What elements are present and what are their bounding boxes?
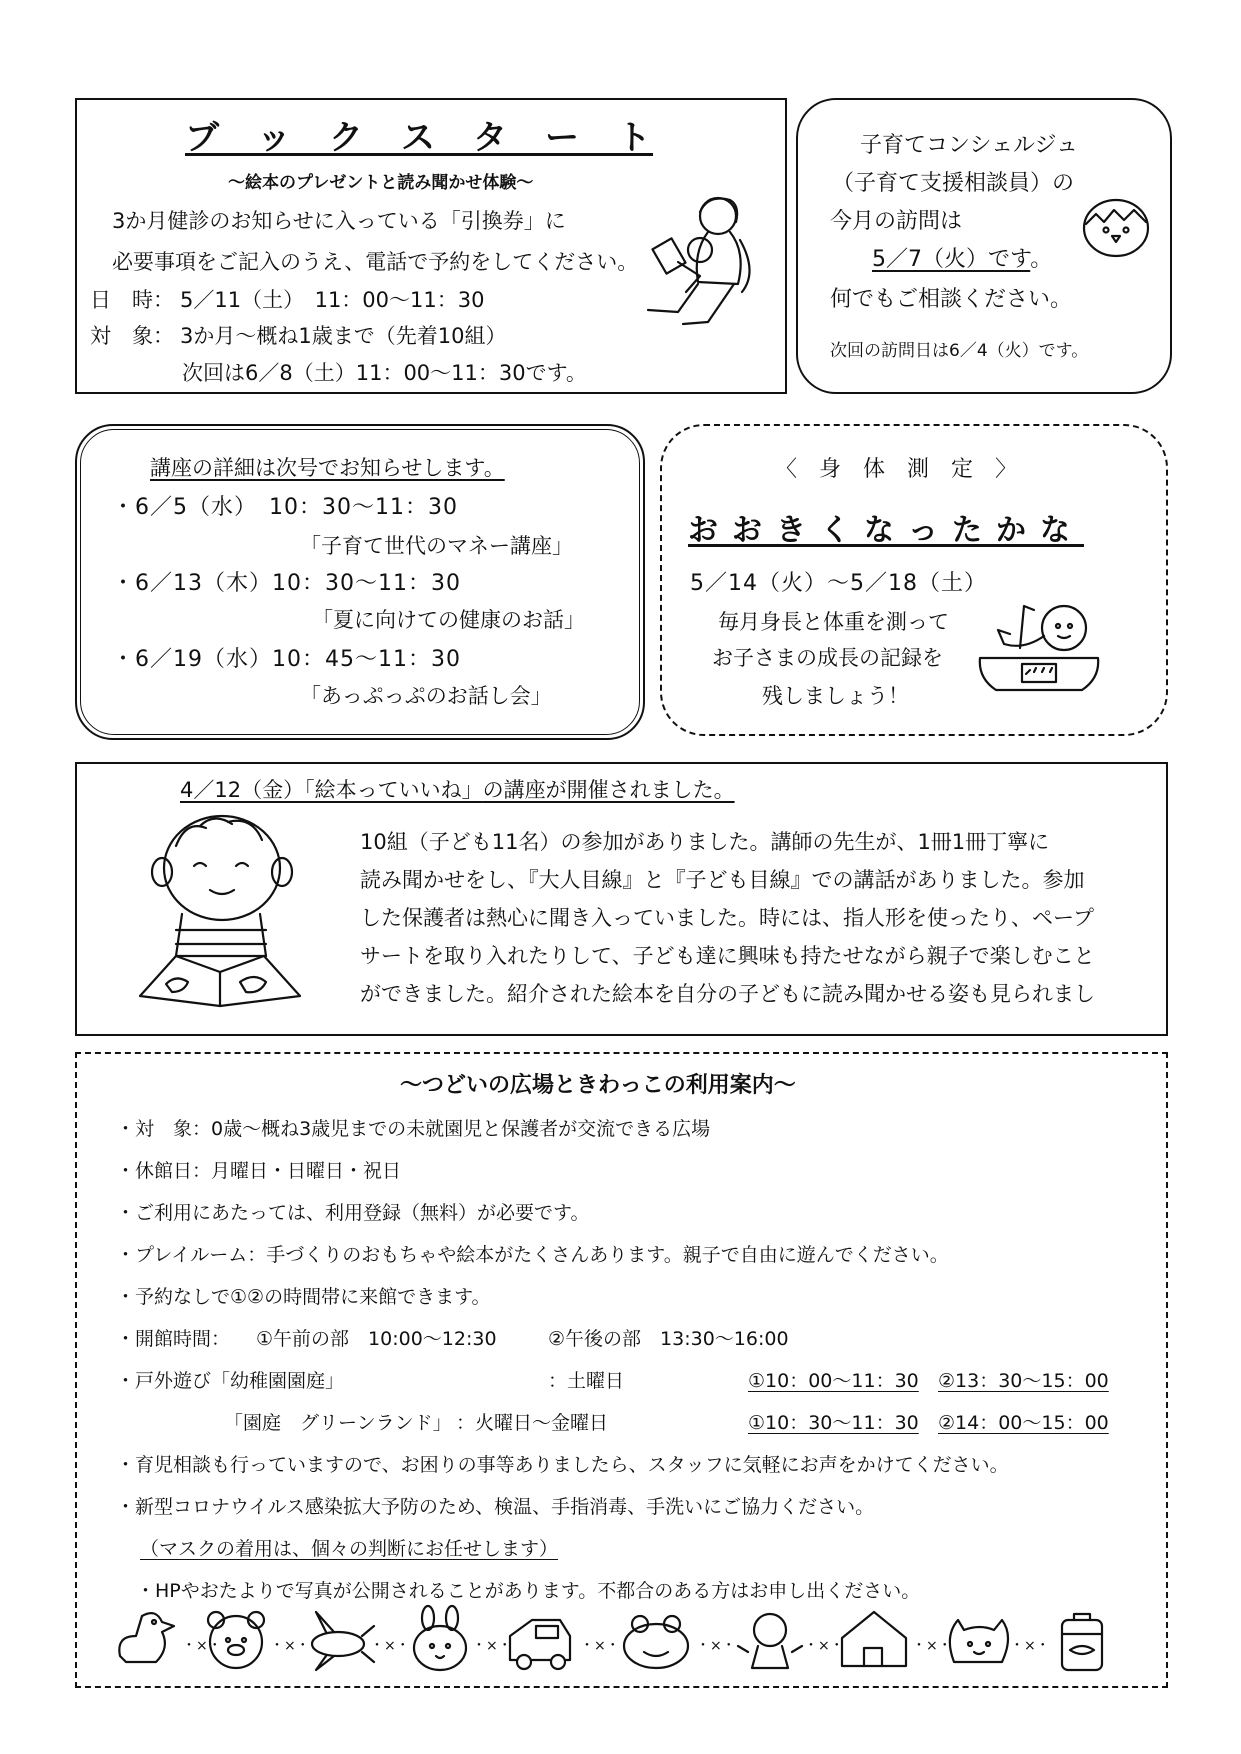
concierge-next: 次回の訪問日は6／4（火）です。 <box>830 341 1089 361</box>
concierge-date-suffix: 。 <box>1030 247 1053 272</box>
concierge-line5: 何でもご相談ください。 <box>830 287 1073 312</box>
duck-icon <box>119 1613 174 1662</box>
bookstart-line1: 3か月健診のお知らせに入っている「引換券」に <box>112 209 566 233</box>
measurement-title: 〈 身 体 測 定 〉 <box>775 457 1018 482</box>
concierge-date: 5／7（火）です <box>872 247 1031 272</box>
guide-registration: ・ご利用にあたっては、利用登録（無料）が必要です。 <box>116 1202 590 1224</box>
course-3-date: ・6／19（水）10：45～11：30 <box>112 647 461 672</box>
guide-outdoor1-day: ：土曜日 <box>548 1370 625 1392</box>
decorative-animal-border <box>112 1606 1132 1676</box>
report-title-post: の講座が開催されました。 <box>482 778 735 802</box>
guide-outdoor1-time1: ①10：00～11：30 <box>748 1370 919 1392</box>
baby-on-scale-illustration <box>974 600 1104 700</box>
measurement-headline: おおきくなったかな <box>688 513 1084 548</box>
guide-outdoor2-label: 「園庭 グリーンランド」 <box>224 1412 452 1434</box>
course-2-title: 「夏に向けての健康のお話」 <box>312 608 585 632</box>
report-line-1: 10組（子ども11名）の参加がありました。講師の先生が、1冊1冊丁寧に <box>360 830 1050 854</box>
report-line-4: サートを取り入れたりして、子ども達に興味も持たせながら親子で楽しむこと <box>360 944 1095 968</box>
guide-hours-label: ・開館時間： <box>116 1328 231 1350</box>
bookstart-date-label: 日 時： <box>90 288 174 312</box>
guide-outdoor2-time1: ①10：30～11：30 <box>748 1412 919 1434</box>
svg-text:・×・: ・×・ <box>580 1638 620 1654</box>
guide-playroom: ・プレイルーム：手づくりのおもちゃや絵本がたくさんあります。親子で自由に遊んでください。 <box>116 1244 949 1266</box>
measurement-line2: お子さまの成長の記録を <box>712 646 943 670</box>
bookstart-target-value: 3か月～概ね1歳まで（先着10組） <box>180 324 507 348</box>
svg-text:・×・: ・×・ <box>370 1638 410 1654</box>
guide-title: ～つどいの広場ときわっこの利用案内～ <box>400 1073 796 1098</box>
mother-reading-illustration <box>638 192 768 332</box>
svg-text:・×・: ・×・ <box>696 1638 736 1654</box>
svg-text:・×・: ・×・ <box>1010 1638 1050 1654</box>
course-3-title: 「あっぷっぷのお話し会」 <box>300 684 552 708</box>
chick-icon <box>1078 186 1154 262</box>
cat-icon <box>950 1620 1008 1662</box>
guide-outdoor2-day: ：火曜日～金曜日 <box>456 1412 609 1434</box>
child-icon <box>738 1614 802 1668</box>
concierge-line1: 子育てコンシェルジュ <box>860 133 1079 158</box>
guide-target: ・対 象：0歳～概ね3歳児までの未就園児と保護者が交流できる広場 <box>116 1118 711 1140</box>
bookstart-subtitle: ～絵本のプレゼントと読み聞かせ体験～ <box>228 173 534 193</box>
lunchbox-icon <box>1062 1614 1102 1670</box>
guide-outdoor1-time2: ②13：30～15：00 <box>938 1370 1109 1392</box>
guide-covid: ・新型コロナウイルス感染拡大予防のため、検温、手指消毒、手洗いにご協力ください。 <box>116 1496 875 1518</box>
concierge-line2: （子育て支援相談員）の <box>832 171 1075 196</box>
svg-text:・×・: ・×・ <box>270 1638 310 1654</box>
report-title <box>180 774 735 804</box>
guide-no-reservation: ・予約なしで①②の時間帯に来館できます。 <box>116 1286 491 1308</box>
guide-photo: ・HPやおたよりで写真が公開されることがあります。不都合のある方はお申し出ください。 <box>136 1580 921 1602</box>
bookstart-line2: 必要事項をご記入のうえ、電話で予約をしてください。 <box>112 250 639 274</box>
guide-outdoor1-label: ・戸外遊び「幼稚園園庭」 <box>116 1370 345 1392</box>
guide-consult: ・育児相談も行っていますので、お困りの事等ありましたら、スタッフに気軽にお声をかけてください。 <box>116 1454 1009 1476</box>
course-2-date: ・6／13（木）10：30～11：30 <box>112 571 461 596</box>
frog-icon <box>624 1616 688 1668</box>
svg-text:・×・: ・×・ <box>912 1638 952 1654</box>
airplane-icon <box>312 1612 374 1670</box>
child-reading-book-illustration <box>136 806 306 1016</box>
guide-mask: （マスクの着用は、個々の判断にお任せします） <box>140 1538 559 1560</box>
guide-closed: ・休館日：月曜日・日曜日・祝日 <box>116 1160 402 1182</box>
svg-text:・×・: ・×・ <box>182 1638 222 1654</box>
measurement-dates: 5／14（火）～5／18（土） <box>690 571 987 596</box>
report-line-2: 読み聞かせをし、『大人目線』と『子ども目線』での講話がありました。参加 <box>360 868 1085 892</box>
course-1-date: ・6／5（水） 10：30～11：30 <box>112 495 458 520</box>
guide-outdoor2-time2: ②14：00～15：00 <box>938 1412 1109 1434</box>
guide-hours-am: ①午前の部 10:00～12:30 <box>256 1328 497 1350</box>
report-line-5: ができました。紹介された絵本を自分の子どもに読み聞かせる姿も見られまし <box>360 982 1095 1006</box>
concierge-date-row <box>872 242 1052 273</box>
bookstart-title: ブ ッ ク ス タ ー ト <box>185 118 653 158</box>
house-icon <box>842 1612 906 1666</box>
bookstart-next: 次回は6／8（土）11：00～11：30です。 <box>182 361 587 385</box>
svg-text:・×・: ・×・ <box>804 1638 844 1654</box>
bookstart-target-label: 対 象： <box>90 324 174 348</box>
bookstart-date-value: 5／11（土） 11：00～11：30 <box>180 288 485 312</box>
measurement-line1: 毎月身長と体重を測って <box>718 610 949 634</box>
rabbit-icon <box>414 1606 466 1670</box>
concierge-line3: 今月の訪問は <box>830 209 963 234</box>
courses-heading: 講座の詳細は次号でお知らせします。 <box>150 456 505 480</box>
report-title-pre: 4／12（金）「絵本っていいね」 <box>180 778 483 802</box>
report-line-3: した保護者は熱心に聞き入っていました。時には、指人形を使ったり、ペープ <box>360 906 1094 930</box>
guide-hours-pm: ②午後の部 13:30～16:00 <box>548 1328 789 1350</box>
course-1-title: 「子育て世代のマネー講座」 <box>300 534 573 558</box>
car-icon <box>510 1620 570 1669</box>
svg-text:・×・: ・×・ <box>472 1638 512 1654</box>
measurement-line3: 残しましょう！ <box>762 684 909 708</box>
